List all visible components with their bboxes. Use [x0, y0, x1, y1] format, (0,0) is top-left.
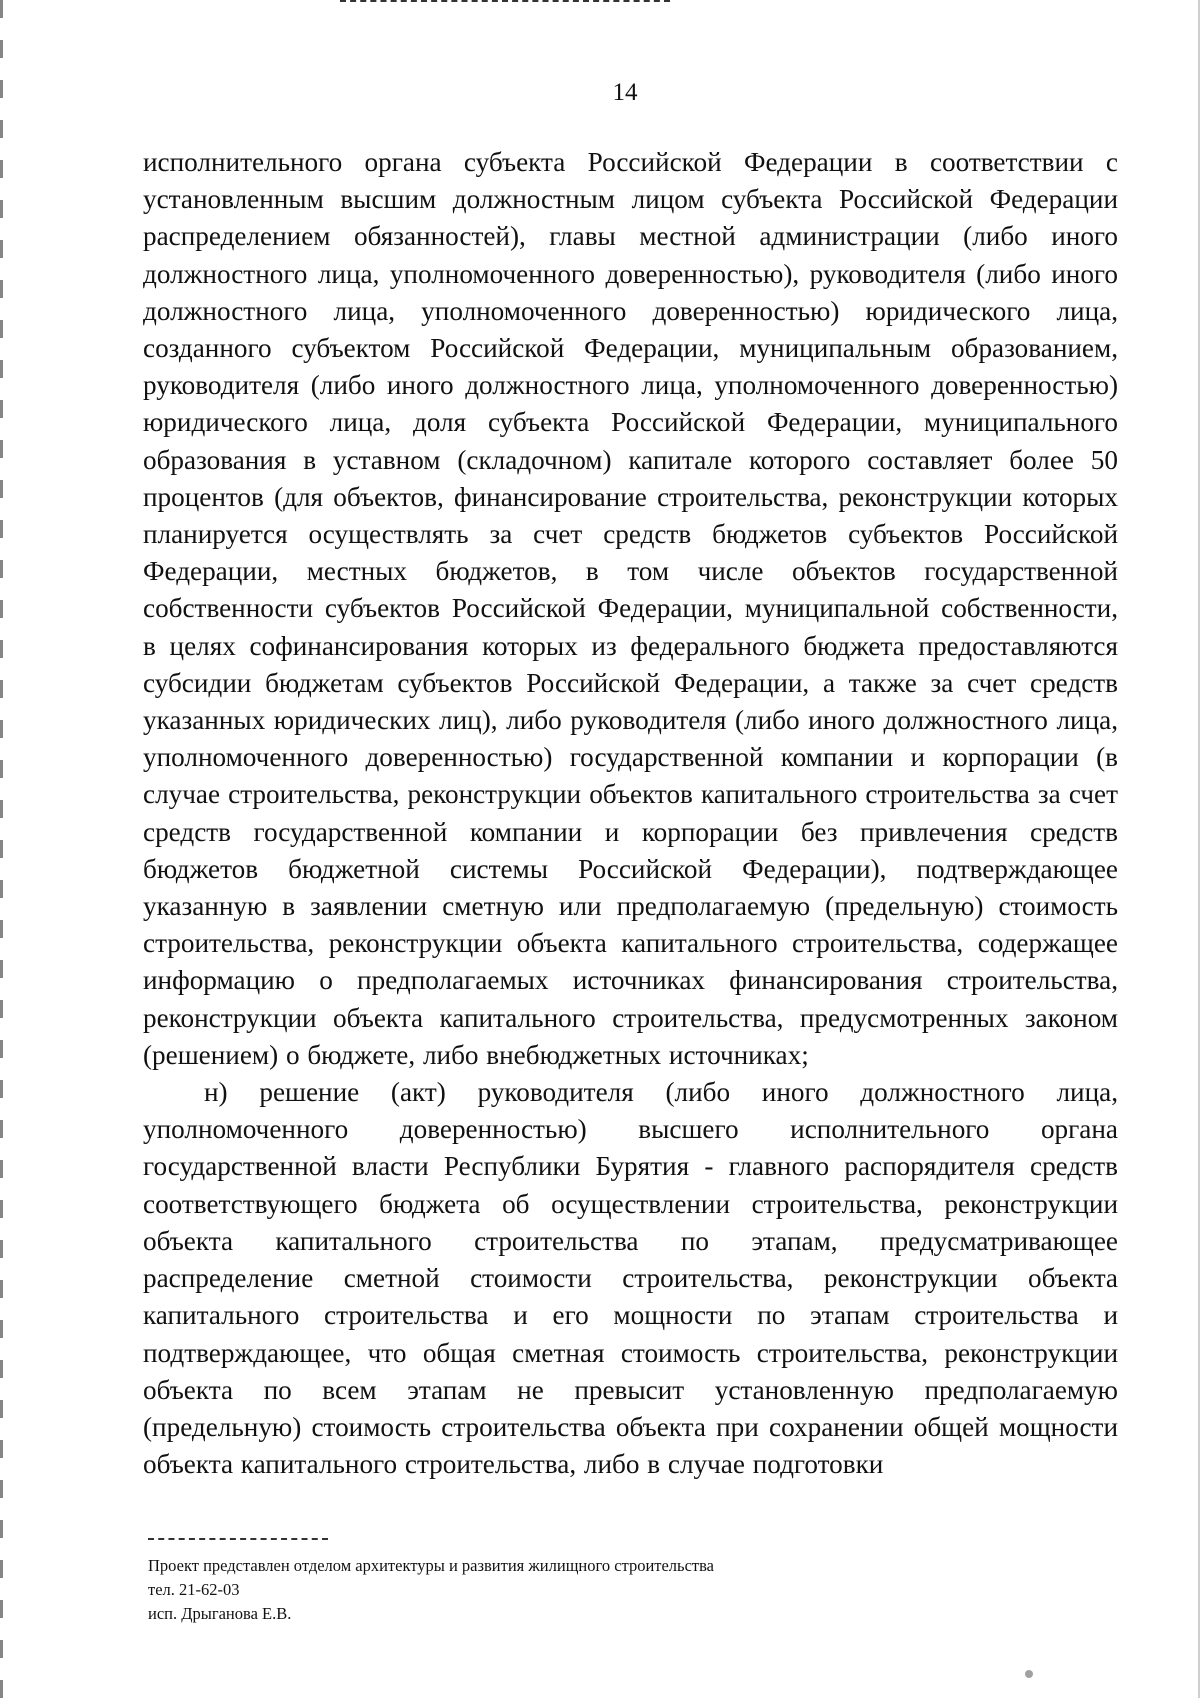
- page-number: 14: [612, 79, 638, 106]
- footnote: [148, 1538, 908, 1626]
- footnote-separator: [148, 1538, 328, 1540]
- paragraph-continuation: исполнительного органа субъекта Российской Федерации в соответствии с установленным высшим должностным лицом субъекта Российской Федерации распределением обязанностей), главы местной администрации (либо иного должностного лица, уполномоченного доверенностью), руководителя (либо иного должностного лица, уполномоченного доверенностью) юридического лица, созданного субъектом Российской Федерации, муниципальным образованием, руководителя (либо иного должностного лица, уполномоченного доверенностью) юридического лица, доля субъекта Российской Федерации, муниципального образования в уставном (складочном) капитале которого составляет более 50 процентов (для объектов, финансирование строительства, реконструкции которых планируется осуществлять за счет средств бюджетов субъектов Российской Федерации, местных бюджетов, в том числе объектов государственной собственности субъектов Российской Федерации, муниципальной собственности, в целях софинансирования которых из федерального бюджета предоставляются субсидии бюджетам субъектов Российской Федерации, а также за счет средств указанных юридических лиц), либо руководителя (либо иного должностного лица, уполномоченного доверенностью) государственной компании и корпорации (в случае строительства, реконструкции объектов капитального строительства за счет средств государственной компании и корпорации без привлечения средств бюджетов бюджетной системы Российской Федерации), подтверждающее указанную в заявлении сметную или предполагаемую (предельную) стоимость строительства, реконструкции объекта капитального строительства, содержащее информацию о предполагаемых источниках финансирования строительства, реконструкции объекта капитального строительства, предусмотренных законом (решением) о бюджете, либо внебюджетных источниках;: [143, 147, 1118, 1070]
- scan-dot: [1025, 1670, 1033, 1678]
- footnote-executor: исп. Дрыганова Е.В.: [148, 1604, 292, 1623]
- footnote-author-dept: Проект представлен отделом архитектуры и развития жилищного строительства: [148, 1556, 714, 1575]
- document-body: [143, 144, 1118, 1483]
- footnote-phone: тел. 21-62-03: [148, 1580, 240, 1599]
- left-scan-edge: [0, 0, 3, 1698]
- paragraph-item-n: н) решение (акт) руководителя (либо иного должностного лица, уполномоченного доверенностью) высшего исполнительного органа государственной власти Республики Бурятия - главного распорядителя средств соответствующего бюджета об осуществлении строительства, реконструкции объекта капитального строительства по этапам, предусматривающее распределение сметной стоимости строительства, реконструкции объекта капитального строительства и его мощности по этапам строительства и подтверждающее, что общая сметная стоимость строительства, реконструкции объекта по всем этапам не превысит установленную предполагаемую (предельную) стоимость строительства объекта при сохранении общей мощности объекта капитального строительства, либо в случае подготовки: [143, 1077, 1118, 1480]
- top-edge-mark: [340, 0, 670, 4]
